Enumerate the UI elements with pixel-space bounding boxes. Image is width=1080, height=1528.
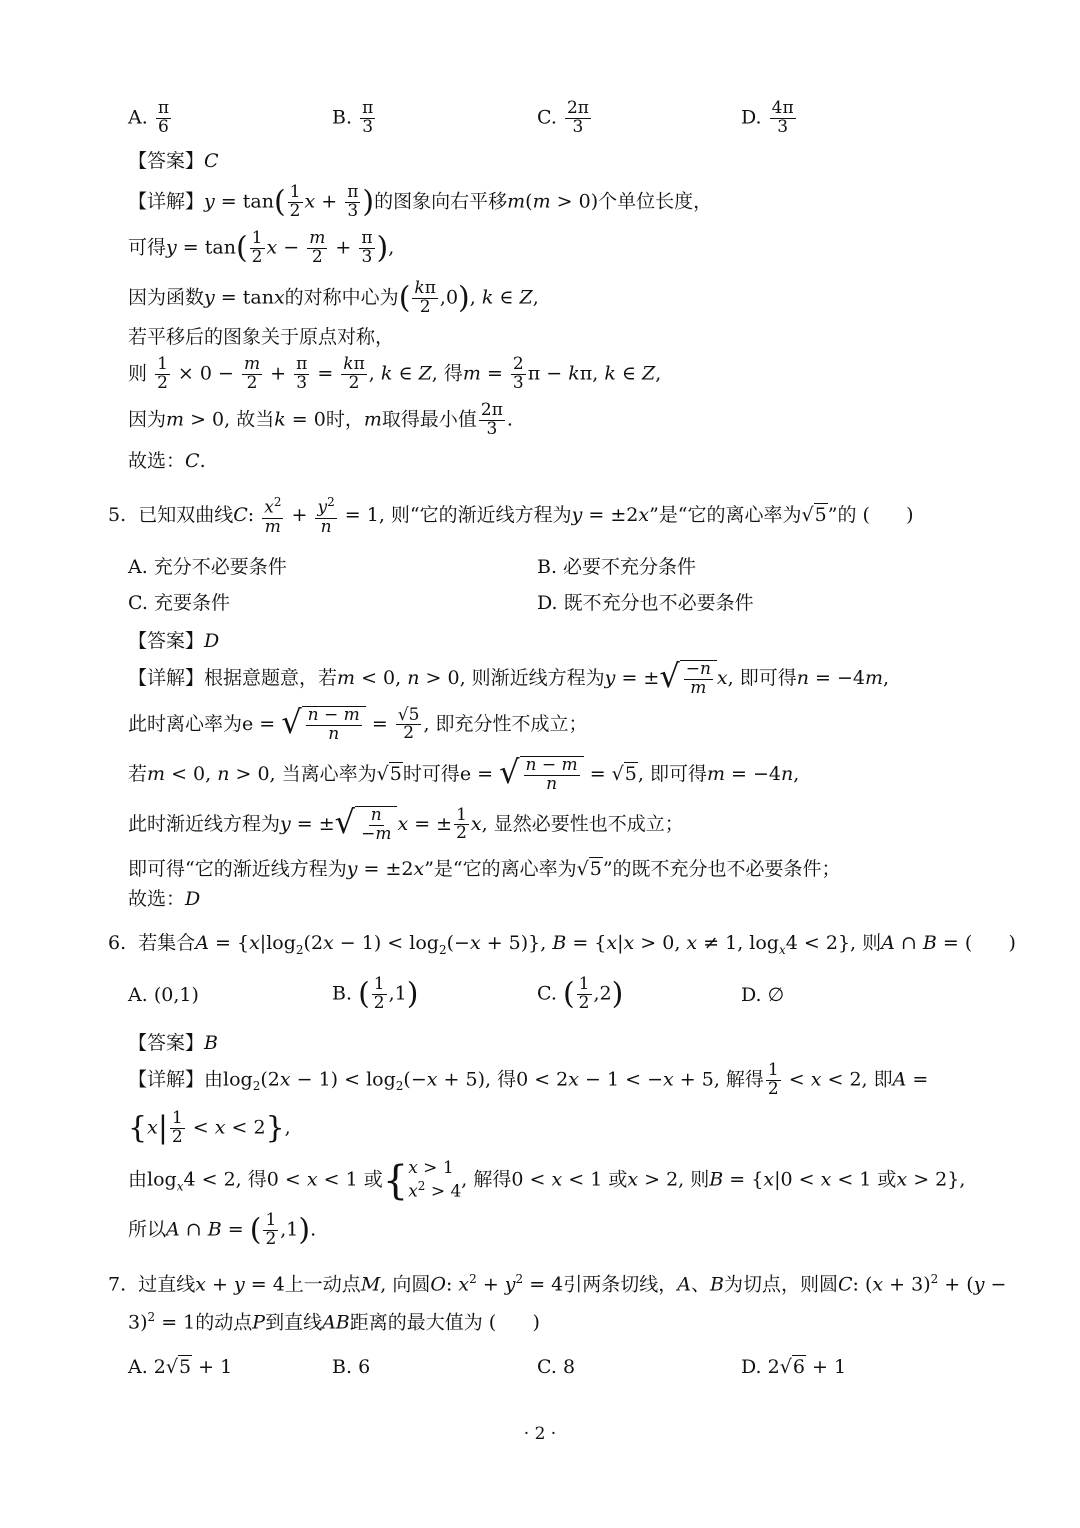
q5-detail-line3: 若m < 0, n > 0, 当离心率为√5时可得e = √ $\frac{n - m}{n}$ = √5, 即可得m = −4n, (128, 753, 800, 794)
page-number: · 2 · (523, 1424, 557, 1444)
q4-detail-line1: 【详解】y = tan( $\frac{1}{2}$ x + $\frac{\pi}{3}$ )的图象向右平移m(m > 0)个单位长度， (128, 182, 713, 221)
q6-answer: 【答案】B (128, 1032, 218, 1054)
q7-option-d: D. 2√6 + 1 (741, 1356, 847, 1378)
q5-detail-line1: 【详解】根据意题意，若m < 0, n > 0, 则渐近线方程为y = ± √ $\frac{-n}{m}$ x, 即可得n = −4m, (128, 657, 890, 698)
q5-detail-line2: 此时离心率为e = √ $\frac{n - m}{n}$ = $\frac{√5}{2}$ , 即充分性不成立； (128, 703, 588, 744)
q4-detail-line7: 故选：C. (128, 450, 206, 472)
q4-option-d: D. $\frac{4\pi}{3}$ (741, 98, 794, 137)
q6-options-row (0, 972, 1080, 1018)
q7-option-a: A. 2√5 + 1 (128, 1356, 233, 1378)
q4-detail-line5: 则 $\frac{1}{2}$ × 0 − $\frac{m}{2}$ + $\frac{\pi}{3}$ = $\frac{k\pi}{2}$ , k ∈ Z, 得m = $\frac{2}{3}$ π − kπ, k ∈ Z, (128, 354, 662, 393)
q4-option-a: A. $\frac{\pi}{6}$ (128, 98, 169, 137)
q5-option-a: A. 充分不必要条件 (128, 556, 287, 578)
q6-stem: 6. 若集合$A = \{x|\log_2(2x - 1) < \log_2(-x + 5)\}$, B = {x|x > 0, x ≠ 1, $\log_x4 < 2$}, 则A ∩ B = ( ) (108, 932, 1016, 957)
q7-stem-line2: 3)$^2$ = 1的动点P到直线AB距离的最大值为 ( ) (128, 1310, 540, 1334)
q4-detail-line6: 因为m > 0, 故当k = 0时，m取得最小值 $\frac{2\pi}{3}$ . (128, 400, 513, 439)
q6-detail-line4: 所以A ∩ B = ( $\frac{1}{2}$ ,1). (128, 1210, 317, 1249)
q7-stem-line1: 7. 过直线x + y = 4上一动点M, 向圆O: $x^2 + y^2 = 4$引两条切线，A、B为切点，则圆C: $(x + 3)^2 + (y$ − (108, 1272, 1007, 1296)
q6-option-b: B. ( $\frac{1}{2}$ ,1) (332, 974, 419, 1013)
q5-detail-line6: 故选：D (128, 888, 201, 910)
q6-option-a: A. (0,1) (128, 984, 199, 1006)
q7-option-b: B. 6 (332, 1356, 371, 1378)
q4-detail-line4: 若平移后的图象关于原点对称， (128, 326, 395, 348)
q4-options-row (0, 94, 1080, 138)
q4-detail-line2: 可得y = tan( $\frac{1}{2}$ x − $\frac{m}{2}$ + $\frac{\pi}{3}$ ), (128, 228, 395, 267)
q4-option-b: B. $\frac{\pi}{3}$ (332, 98, 374, 137)
q6-detail-line2: {x| $\frac{1}{2}$ < x < 2}, (128, 1108, 291, 1147)
q5-option-b: B. 必要不充分条件 (537, 556, 697, 578)
q4-detail-line3: 因为函数y = tanx的对称中心为( $\frac{k\pi}{2}$ ,0), k ∈ Z, (128, 278, 539, 317)
q6-option-c: C. ( $\frac{1}{2}$ ,2) (537, 974, 624, 1013)
q7-options-row (0, 1352, 1080, 1386)
q5-stem: 5. 已知双曲线C: $\frac{x^2}{m}$ + $\frac{y^2}{n}$ = 1, 则“它的渐近线方程为y = ±2x”是“它的离心率为√5”的 ( ) (108, 495, 914, 537)
q5-detail-line4: 此时渐近线方程为y = ± √ $\frac{n}{-m}$ x = ± $\frac{1}{2}$ x, 显然必要性也不成立； (128, 803, 684, 844)
q5-option-d: D. 既不充分也不必要条件 (537, 592, 754, 614)
q5-answer: 【答案】D (128, 630, 220, 652)
q6-option-d: D. ∅ (741, 984, 785, 1006)
q7-option-c: C. 8 (537, 1356, 576, 1378)
q4-option-c: C. $\frac{2\pi}{3}$ (537, 98, 589, 137)
q4-answer: 【答案】C (128, 150, 219, 172)
q6-detail-line3: 由$\log_x4 < 2$, 得0 < x < 1 或 { x > 1 $x^2 > 4$ , 解得0 < x < 1 或x > 2, 则B = {x|0 < x < 1 或x > 2}, (128, 1157, 966, 1204)
q6-detail-line1: 【详解】由$\log_2(2x - 1) < \log_2(-x + 5)$, 得0 < 2x − 1 < −x + 5, 解得 $\frac{1}{2}$ < x < 2, 即A = (128, 1060, 929, 1099)
q5-detail-line5: 即可得“它的渐近线方程为y = ±2x”是“它的离心率为√5”的既不充分也不必要条件； (128, 858, 841, 880)
q5-option-c: C. 充要条件 (128, 592, 230, 614)
